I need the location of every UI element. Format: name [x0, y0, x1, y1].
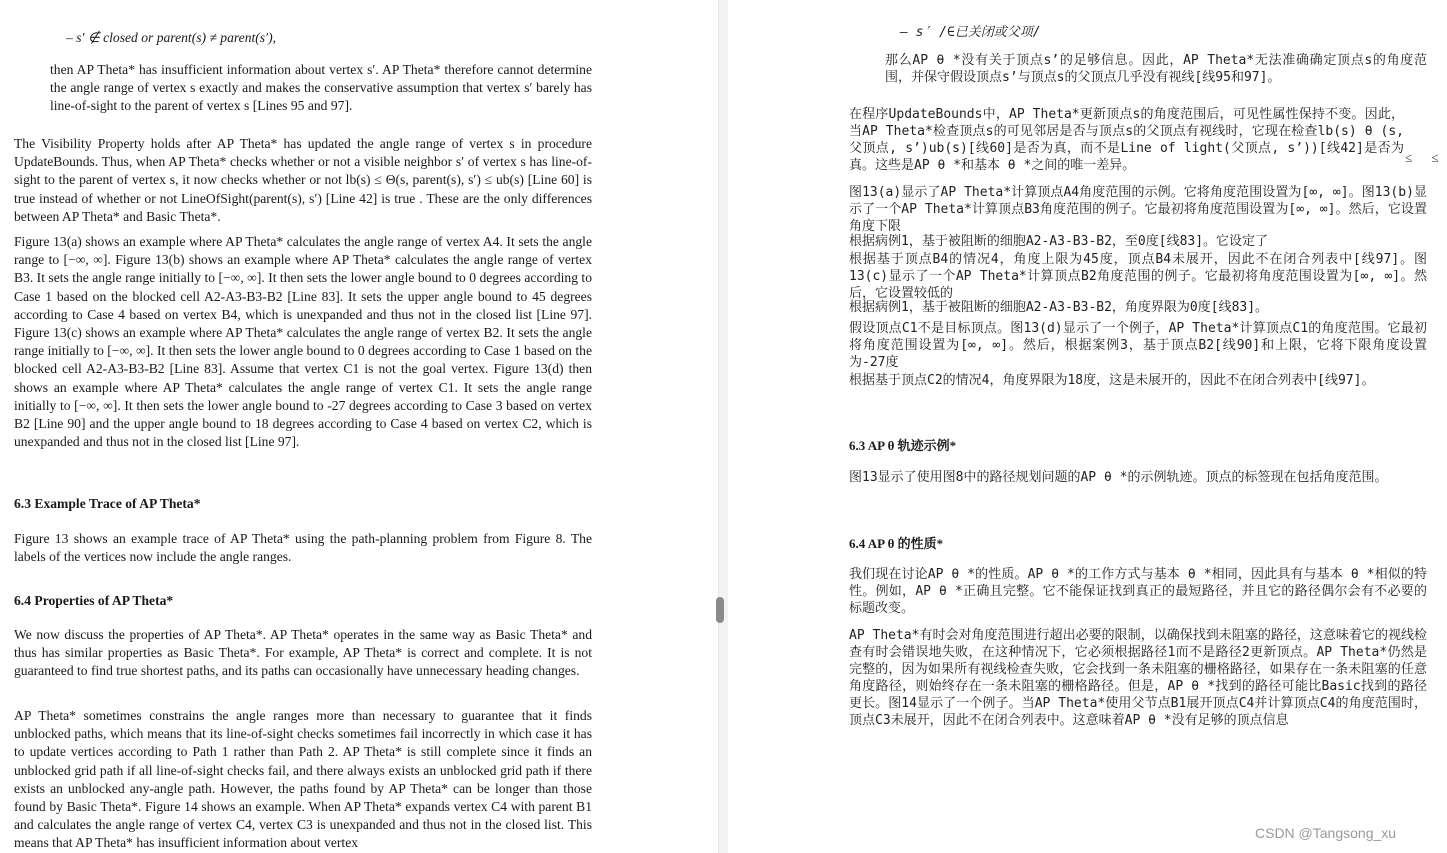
paragraph: 假设顶点C1不是目标顶点。图13(d)显示了一个例子，AP Theta*计算顶点C1的角度范围。它最初将角度范围设置为[∞, ∞]。然后，根据案例3，基于顶点B2[线90]和上限，它将下限角度设置为-27度 — [849, 321, 1427, 370]
chinese-page — [728, 0, 1447, 853]
section-heading: 6.3 Example Trace of AP Theta* — [14, 496, 201, 511]
paragraph: then AP Theta* has insufficient information about vertex s′. AP Theta* therefore cannot determine the angle range of vertex s exactly and makes the conservative assumption that vertex s′ barely has line-of-sight to the parent of vertex s [Lines 95 and 97]. — [50, 62, 592, 114]
english-page — [0, 0, 718, 853]
paragraph: 根据基于顶点B4的情况4，角度上限为45度，顶点B4未展开，因此不在闭合列表中[线97]。图13(c)显示了一个AP Theta*计算顶点B2角度范围的例子。它最初将角度范围设置为[∞, ∞]。然后，它设置较低的 — [849, 252, 1428, 301]
paragraph: 图13显示了使用图8中的路径规划问题的AP θ *的示例轨迹。顶点的标签现在包括角度范围。 — [849, 470, 1388, 485]
bullet-condition: – s′ ∉ closed or parent(s) ≠ parent(s′), — [66, 30, 276, 45]
paragraph: 根据基于顶点C2的情况4，角度界限为18度，这是未展开的，因此不在闭合列表中[线97]。 — [849, 373, 1375, 388]
stray-symbols: ≤ ≤ — [1405, 150, 1447, 165]
paragraph: 我们现在讨论AP θ *的性质。AP θ *的工作方式与基本 θ *相同，因此具有与基本 θ *相似的特性。例如，AP θ *正确且完整。它不能保证找到真正的最短路径，并且它的路径偶尔会有不必要的标题改变。 — [849, 567, 1427, 616]
section-heading: 6.4 Properties of AP Theta* — [14, 593, 174, 608]
section-heading: 6.4 AP θ 的性质* — [849, 536, 944, 551]
paragraph: AP Theta*有时会对角度范围进行超出必要的限制，以确保找到未阻塞的路径，这意味着它的视线检查有时会错误地失败，在这种情况下，它必须根据路径1而不是路径2更新顶点。AP Theta*仍然是完整的，因为如果所有视线检查失败，它会找到一条未阻塞的栅格路径，如果存在一条未阻塞的任意角度路径，则始终存在一条未阻塞的栅格路径。但是，AP θ *找到的路径可能比Basic找到的路径更长。图14显示了一个例子。当AP Theta*使用父节点B1展开顶点C4并计算顶点C4的角度范围时，顶点C3未展开，因此不在闭合列表中。这意味着AP θ *没有足够的顶点信息 — [849, 628, 1427, 728]
paragraph: AP Theta* sometimes constrains the angle ranges more than necessary to guarantee that it finds unblocked paths, which means that its line-of-sight checks sometimes fail incorrectly in which case it has to update vertices according to Path 1 rather than Path 2. AP Theta* is still complete since it finds an unblocked grid path if all line-of-sight checks fail, and there always exists an unblocked grid path if there exists an unblocked any-angle path. However, the paths found by AP Theta* can be longer than those found by Basic Theta*. Figure 14 shows an example. When AP Theta* expands vertex C4 with parent B1 and calculates the angle range of vertex C4, vertex C3 is unexpanded and thus not in the closed list. This means that AP Theta* has insufficient information about vertex — [14, 708, 592, 851]
paragraph: We now discuss the properties of AP Theta*. AP Theta* operates in the same way as Basic Theta* and thus has similar properties as Basic Theta*. For example, AP Theta* is correct and complete. It is not guaranteed to find true shortest paths, and its paths can occasionally have unnecessary heading changes. — [14, 627, 592, 679]
watermark: CSDN @Tangsong_xu — [1255, 825, 1397, 841]
paragraph: 图13(a)显示了AP Theta*计算顶点A4角度范围的示例。它将角度范围设置为[∞, ∞]。图13(b)显示了一个AP Theta*计算顶点B3角度范围的例子。它最初将角度范围设置为[∞, ∞]。然后，它设置角度下限 — [849, 185, 1427, 234]
paragraph: 那么AP θ *没有关于顶点s’的足够信息。因此，AP Theta*无法准确确定顶点s的角度范围，并保守假设顶点s’与顶点s的父顶点几乎没有视线[线95和97]。 — [885, 53, 1427, 85]
paragraph: Figure 13(a) shows an example where AP Theta* calculates the angle range of vertex A4. It sets the angle range to [−∞, ∞]. Figure 13(b) shows an example where AP Theta* calculates the angle range of vertex B3. It sets the angle range initially to [−∞, ∞]. It then sets the lower angle bound to 0 degrees according to Case 1 based on the blocked cell A2-A3-B3-B2 [Line 83]. It sets the upper angle bound to 45 degrees according to Case 4 based on vertex B4, which is unexpanded and thus not in the closed list [Line 97]. Figure 13(c) shows an example where AP Theta* calculates the angle range of vertex B2. It sets the angle range initially to [−∞, ∞]. It then sets the lower angle bound to 0 degrees according to Case 1 based on the blocked cell A2-A3-B3-B2 [Line 83]. Assume that vertex C1 is not the goal vertex. Figure 13(d) then shows an example where AP Theta* calculates the angle range of vertex C1. It sets the angle range initially to [−∞, ∞]. It then sets the lower angle bound to -27 degrees according to Case 3 based on vertex B2 [Line 90] and the upper angle bound to 18 degrees according to Case 4 based on vertex C2, which is unexpanded and thus not in the closed list [Line 97]. — [14, 234, 592, 450]
section-heading: 6.3 AP θ 轨迹示例* — [849, 438, 957, 453]
paragraph: The Visibility Property holds after AP Theta* has updated the angle range of vertex s in procedure UpdateBounds. Thus, when AP Theta* checks whether or not a visible neighbor s′ of vertex s has line-of-sight to the parent of vertex s, it now checks whether or not lb(s) ≤ Θ(s, parent(s), s′) ≤ ub(s) [Line 60] is true instead of whether or not LineOfSight(parent(s), s′) [Line 42] is true . These are the only differences between AP Theta* and Basic Theta*. — [14, 136, 592, 224]
paragraph: 根据病例1，基于被阻断的细胞A2-A3-B3-B2，角度界限为0度[线83]。 — [849, 300, 1269, 315]
paragraph: Figure 13 shows an example trace of AP Theta* using the path-planning problem from Figure 8. The labels of the vertices now include the angle ranges. — [14, 531, 592, 565]
bullet-condition: – s′ /∈已关闭或父项/ — [900, 25, 1041, 40]
paragraph: 在程序UpdateBounds中，AP Theta*更新顶点s的角度范围后，可见性属性保持不变。因此，当AP Theta*检查顶点s的可见邻居是否与顶点s的父顶点有视线时，它现在检查lb(s) θ (s, 父顶点, s’)ub(s)[线60]是否为真，而不是Line of light(父顶点, s’))[线42]是否为真。这些是AP θ *和基本 θ *之间的唯一差异。 — [849, 107, 1404, 173]
scrollbar-thumb[interactable] — [716, 597, 724, 623]
paragraph: 根据病例1，基于被阻断的细胞A2-A3-B3-B2，至0度[线83]。它设定了 — [849, 234, 1269, 249]
